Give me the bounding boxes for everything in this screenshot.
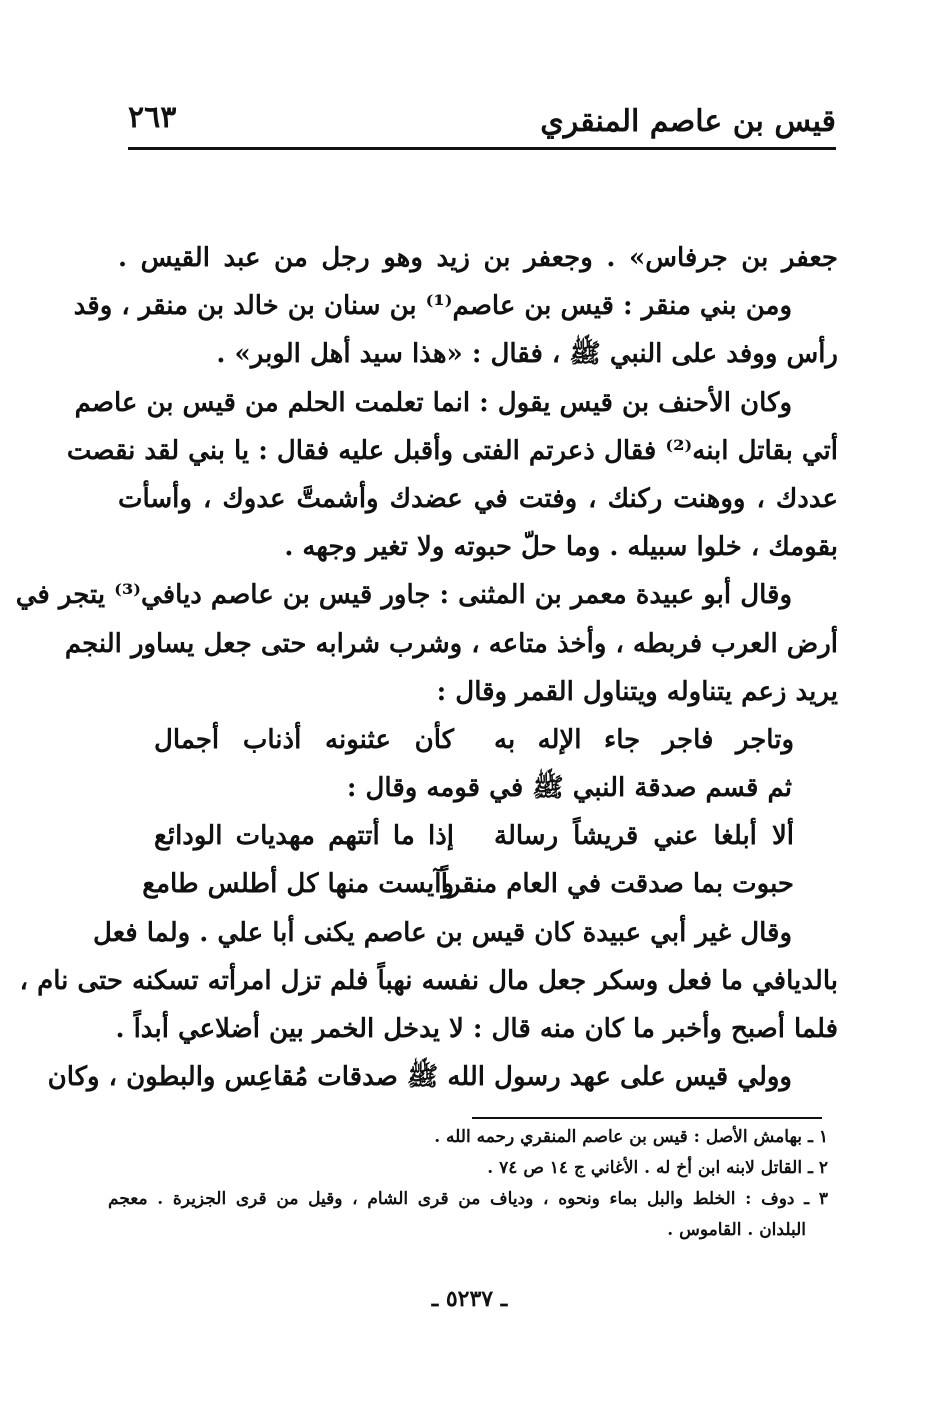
verse-first-hemistich: وتاجر فاجر جاء الإله به	[494, 724, 794, 755]
footnote-3-continuation: البلدان . القاموس .	[667, 1220, 806, 1240]
verse-first-hemistich: ألا أبلغا عني قريشاً رسالة	[494, 821, 794, 852]
body-text	[15, 234, 838, 1101]
verse-line	[118, 812, 838, 860]
text-line: جعفر بن جرفاس» . وجعفر بن زيد وهو رجل من عبد القيس .	[118, 243, 838, 273]
text-line: أرض العرب فربطه ، وأخذ متاعه ، وشرب شرابه حتى جعل يساور النجم	[64, 628, 838, 659]
footnote-3: ٣ ـ دوف : الخلط والبل بماء ونحوه ، ودياف من قرى الشام ، وقيل من قرى الجزيرة . معجم	[108, 1189, 828, 1209]
text-line: أتي بقاتل ابنه⁽²⁾ فقال ذعرتم الفتى وأقبل عليه فقال : يا بني لقد نقصت	[66, 435, 838, 466]
text-line: وقال أبو عبيدة معمر بن المثنى : جاور قيس بن عاصم ديافي⁽³⁾ يتجر في	[15, 580, 792, 611]
text-line: ومن بني منقر : قيس بن عاصم⁽¹⁾ بن سنان بن خالد بن منقر ، وقد	[73, 291, 792, 322]
text-line: وولي قيس على عهد رسول الله ﷺ صدقات مُقاعِس والبطون ، وكان	[47, 1062, 792, 1093]
text-line: وقال غير أبي عبيدة كان قيس بن عاصم يكنى أبا علي . ولما فعل	[93, 917, 792, 948]
verse-second-hemistich: إذا ما أتتهم مهديات الودائع	[154, 821, 454, 852]
verse-first-hemistich: حبوت بما صدقت في العام منقراً	[440, 869, 794, 900]
text-line: وكان الأحنف بن قيس يقول : انما تعلمت الحلم من قيس بن عاصم	[74, 387, 792, 418]
verse-line	[118, 716, 838, 764]
text-line: بالديافي ما فعل وسكر جعل مال نفسه نهباً فلم تزل امرأته تسكنه حتى نام ،	[19, 965, 838, 996]
header-rule	[128, 147, 836, 150]
verse-line	[118, 860, 838, 908]
verse-second-hemistich: وآيست منها كل أطلس طامع	[142, 869, 454, 900]
folio-number: ـ ٥٢٣٧ ـ	[431, 1286, 508, 1312]
footnote-2: ٢ ـ القاتل لابنه ابن أخ له . الأغاني ج ١٤ ص ٧٤ .	[487, 1158, 828, 1178]
page-number: ٢٦٣	[128, 100, 177, 135]
text-line: يريد زعم يتناوله ويتناول القمر وقال :	[436, 676, 838, 707]
running-title: قيس بن عاصم المنقري	[540, 104, 836, 139]
text-line: فلما أصبح وأخبر ما كان منه قال : لا يدخل الخمر بين أضلاعي أبداً .	[115, 1014, 838, 1044]
text-line: ثم قسم صدقة النبي ﷺ في قومه وقال :	[346, 773, 792, 804]
verse-second-hemistich: كأن عثنونه أذناب أجمال	[154, 724, 454, 755]
text-line: رأس ووفد على النبي ﷺ ، فقال : «هذا سيد أهل الوبر» .	[216, 339, 838, 370]
footnotes	[108, 1122, 828, 1246]
page-header	[128, 92, 836, 150]
text-line: بقومك ، خلوا سبيله . وما حلّ حبوته ولا تغير وجهه .	[284, 532, 838, 563]
text-line: عددك ، ووهنت ركنك ، وفتت في عضدك وأشمتَّ عدوك ، وأسأت	[118, 483, 838, 514]
footnote-rule	[472, 1117, 822, 1119]
footnote-1: ١ ـ بهامش الأصل : قيس بن عاصم المنقري رحمه الله .	[434, 1127, 828, 1147]
